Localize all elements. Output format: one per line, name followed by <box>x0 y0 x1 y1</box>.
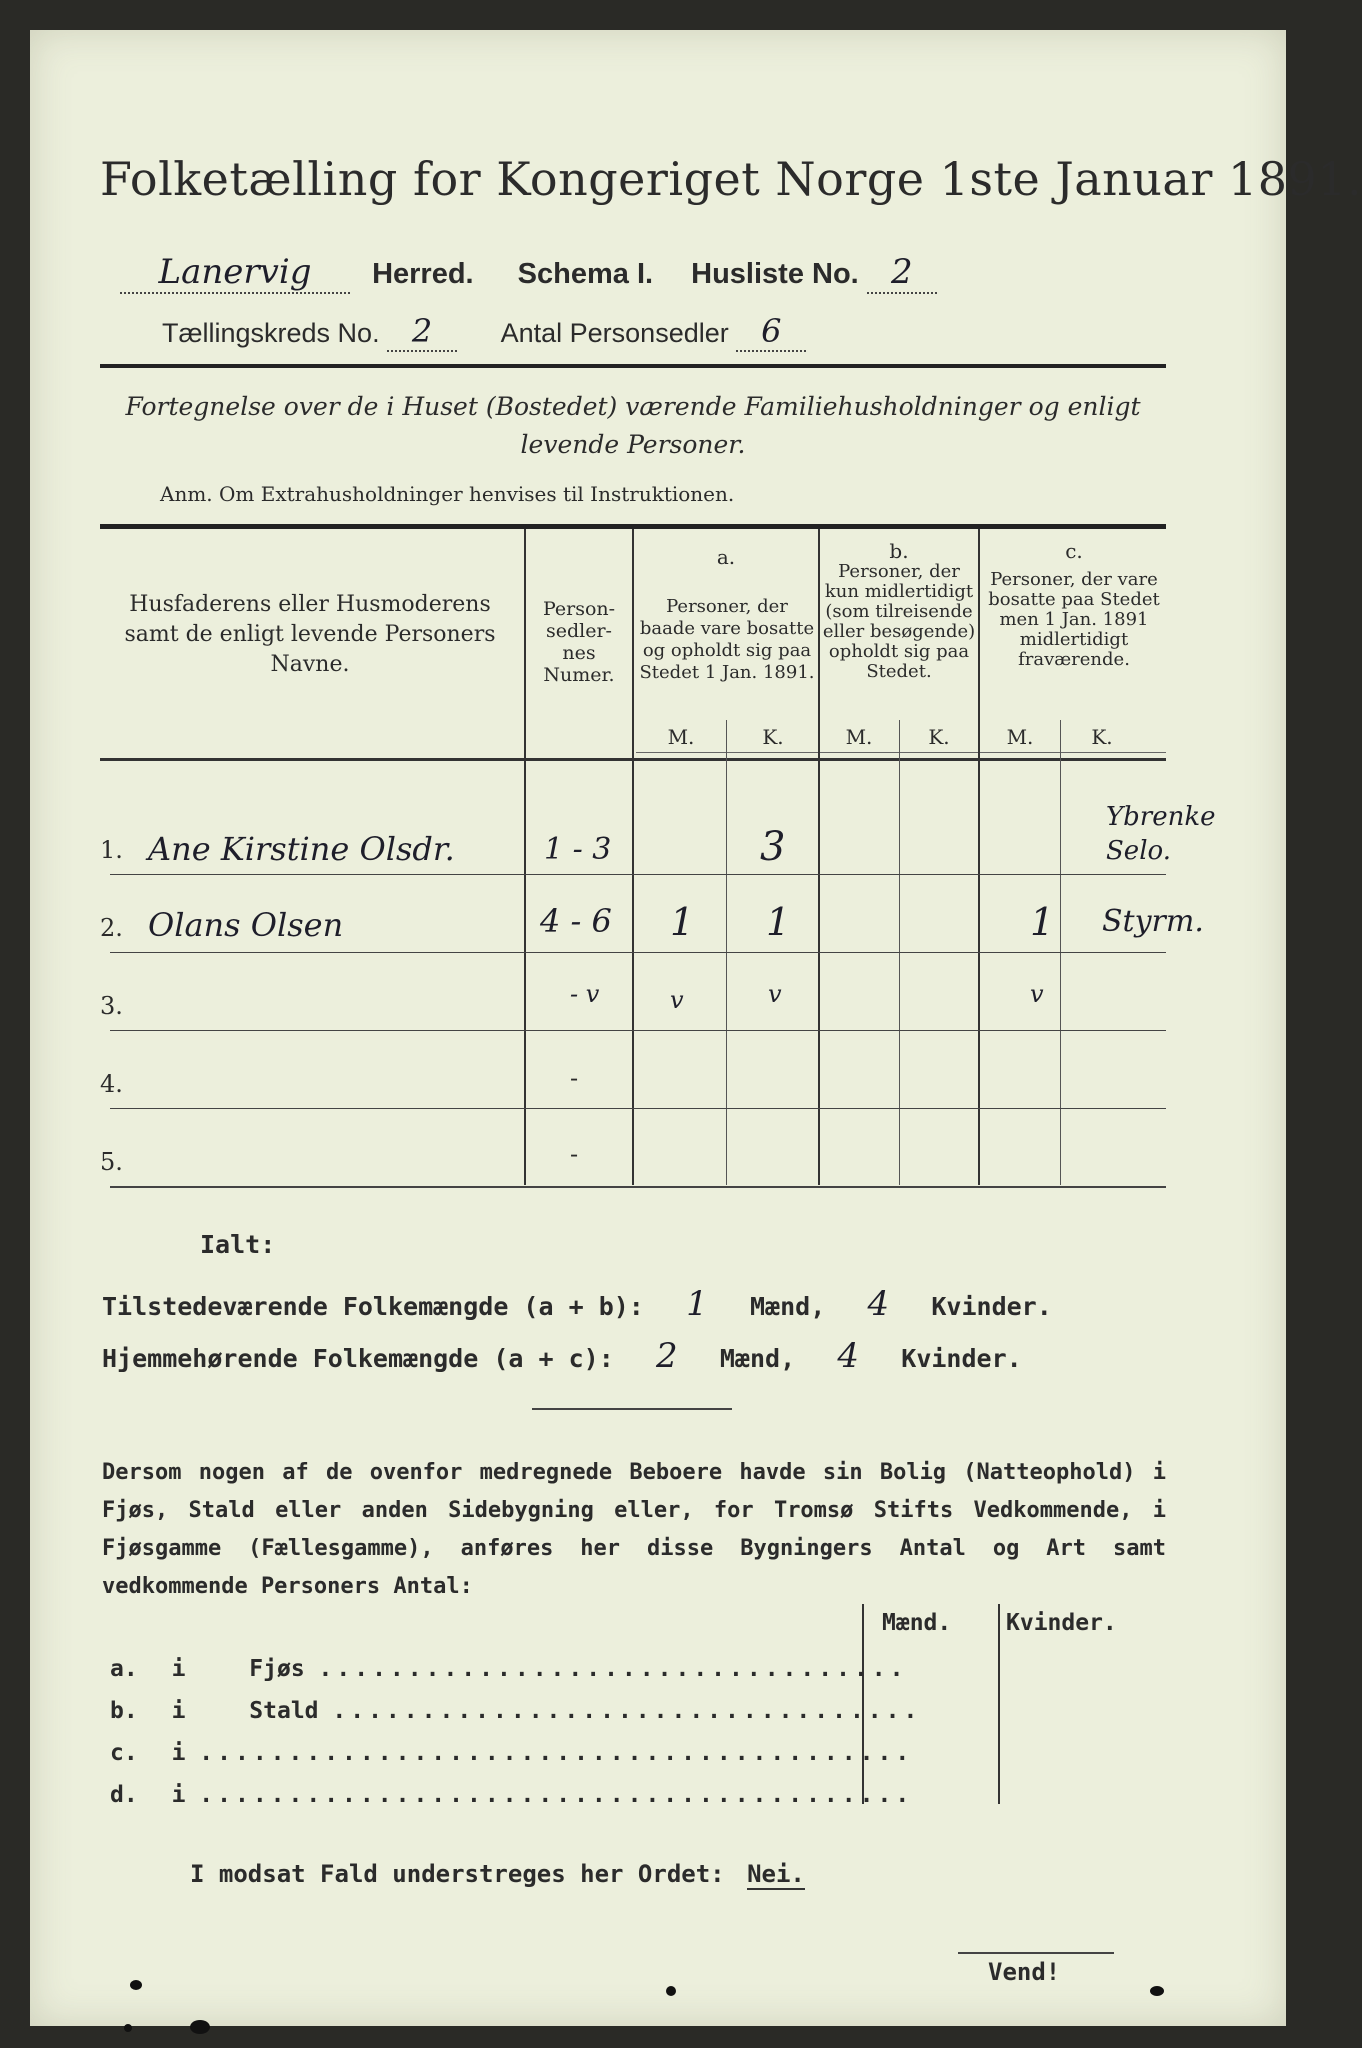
col-c-letter: c. <box>1065 539 1083 563</box>
col-divider <box>818 529 820 1185</box>
personsedler-label: Antal Personsedler <box>500 318 729 348</box>
row-a-k: 3 <box>760 824 786 870</box>
hjemme-label: Hjemmehørende Folkemængde (a + c): <box>102 1344 614 1373</box>
col-c-m: M. <box>1006 725 1034 749</box>
building-i: i <box>171 1740 186 1766</box>
col-b-header: Personer, der kun midlertidigt (som tilreisende eller besøgende) opholdt sig paa Stedet. <box>822 561 976 682</box>
personsedler-value: 6 <box>736 312 806 352</box>
form-description: Fortegnelse over de i Huset (Bostedet) værende Familiehusholdninger og enligt levende Personer. <box>125 392 1141 459</box>
row-name: Ane Kirstine Olsdr. <box>148 830 455 868</box>
row-name: Olans Olsen <box>148 906 344 944</box>
row-a-m: v <box>670 986 684 1014</box>
col-a-letter: a. <box>716 545 736 569</box>
building-row-c: c. i ........................................ <box>110 1740 914 1766</box>
row-numer: - <box>570 1140 579 1168</box>
census-form-page <box>30 30 1362 2026</box>
tilstede-m: 1 <box>686 1284 708 1324</box>
husliste-label: Husliste No. <box>691 258 859 290</box>
mk-rule <box>636 752 1166 753</box>
buildings-kvinder-header: Kvinder. <box>1006 1610 1117 1636</box>
col-c-header: Personer, der vare bosatte paa Stedet men 1 Jan. 1891 midlertidigt fraværende. <box>988 569 1160 670</box>
vend-label: Vend! <box>988 1958 1061 1986</box>
row-note: Styrm. <box>1102 904 1204 939</box>
row-rule <box>110 952 1166 953</box>
nei-word: Nei. <box>747 1860 805 1888</box>
ink-spot <box>190 2020 210 2034</box>
col-a-header: Personer, der baade vare bosatte og opholdt sig paa Stedet 1 Jan. 1891. <box>639 596 815 683</box>
table-bottom-rule <box>110 1186 1166 1188</box>
row-number: 3. <box>100 992 123 1020</box>
col-c-k: K. <box>1091 725 1113 749</box>
row-a-k: v <box>768 980 782 1008</box>
col-divider <box>978 529 980 1185</box>
modsat-line <box>190 1860 805 1888</box>
divider-short <box>532 1408 732 1410</box>
buildings-maend-header: Mænd. <box>882 1610 952 1636</box>
building-i: i <box>171 1698 186 1724</box>
col-b-k: K. <box>928 725 950 749</box>
tilstede-maend: Mænd, <box>749 1292 826 1321</box>
row-c-m: 1 <box>1030 900 1055 944</box>
herred-value: Lanervig <box>120 252 350 294</box>
row-a-k: 1 <box>766 900 791 944</box>
building-letter: c. <box>110 1740 138 1766</box>
col-divider <box>998 1604 1000 1804</box>
kreds-line <box>162 312 806 352</box>
building-letter: b. <box>110 1698 138 1724</box>
col-divider <box>632 529 634 1185</box>
tilstede-label: Tilstedeværende Folkemængde (a + b): <box>102 1292 644 1321</box>
hjemme-k: 4 <box>837 1336 860 1376</box>
building-label: Stald <box>249 1698 319 1724</box>
col-b-letter: b. <box>889 539 909 563</box>
modsat-label: I modsat Fald understreges her Ordet: <box>190 1860 725 1888</box>
building-i: i <box>171 1656 186 1682</box>
row-numer: - <box>570 1064 579 1092</box>
row-numer: - v <box>570 980 600 1008</box>
header-rule <box>100 364 1166 368</box>
row-numer: 4 - 6 <box>540 902 612 940</box>
tilstede-k: 4 <box>867 1284 890 1324</box>
building-letter: a. <box>110 1656 138 1682</box>
husliste-value: 2 <box>867 252 937 294</box>
building-label: Fjøs <box>249 1656 305 1682</box>
hjemme-maend: Mænd, <box>719 1344 796 1373</box>
herred-label: Herred. <box>372 258 474 290</box>
anm-note: Anm. Om Extrahusholdninger henvises til Instruktionen. <box>160 482 735 506</box>
schema-label: Schema I. <box>517 258 654 290</box>
row-rule <box>110 1108 1166 1109</box>
tilstede-kvinder: Kvinder. <box>931 1292 1052 1321</box>
ialt-label: Ialt: <box>200 1230 276 1259</box>
kreds-value: 2 <box>387 312 457 352</box>
building-row-d: d. i ........................................ <box>110 1782 914 1808</box>
sidebygning-paragraph: Dersom nogen af de ovenfor medregnede Beboere havde sin Bolig (Natteophold) i Fjøs, Stald eller anden Sidebygning eller, for Tromsø Stifts Vedkommende, i Fjøsgamme (Fællesgamme), anføres her disse Bygningers Antal og Art samt vedkommende Personers Antal: <box>102 1460 1166 1599</box>
row-number: 2. <box>100 914 123 942</box>
col-name-header: Husfaderens eller Husmoderens samt de enligt levende Personers Navne. <box>124 592 496 677</box>
col-a-k: K. <box>762 725 784 749</box>
row-note: Ybrenke Selo. <box>1106 802 1216 866</box>
building-row-fjos: a. i Fjøs ................................. <box>110 1656 908 1682</box>
tilstede-line <box>102 1284 1052 1324</box>
ink-spot <box>666 1986 676 1996</box>
hjemme-m: 2 <box>655 1336 678 1376</box>
col-divider <box>524 529 526 1185</box>
building-row-stald: b. i Stald ................................. <box>110 1698 922 1724</box>
row-c-m: v <box>1030 980 1044 1008</box>
row-number: 1. <box>100 836 123 864</box>
row-a-m: 1 <box>670 900 695 944</box>
col-numer-header: Person-sedler-nes Numer. <box>542 598 616 686</box>
row-rule <box>110 874 1166 875</box>
building-letter: d. <box>110 1782 138 1808</box>
ink-spot <box>124 2024 132 2032</box>
row-number: 4. <box>100 1070 123 1098</box>
building-i: i <box>171 1782 186 1808</box>
hjemme-kvinder: Kvinder. <box>901 1344 1022 1373</box>
form-title: Folketælling for Kongeriget Norge 1ste Januar 1891. <box>100 152 1362 206</box>
hjemme-line <box>102 1336 1022 1376</box>
herred-line <box>120 252 937 294</box>
row-rule <box>110 1030 1166 1031</box>
ink-spot <box>130 1980 142 1990</box>
row-numer: 1 - 3 <box>544 832 612 867</box>
ink-spot <box>1150 1986 1164 1996</box>
row-number: 5. <box>100 1148 123 1176</box>
col-b-m: M. <box>845 725 873 749</box>
kreds-label: Tællingskreds No. <box>162 318 380 348</box>
vend-rule <box>958 1952 1114 1954</box>
col-a-m: M. <box>667 725 695 749</box>
